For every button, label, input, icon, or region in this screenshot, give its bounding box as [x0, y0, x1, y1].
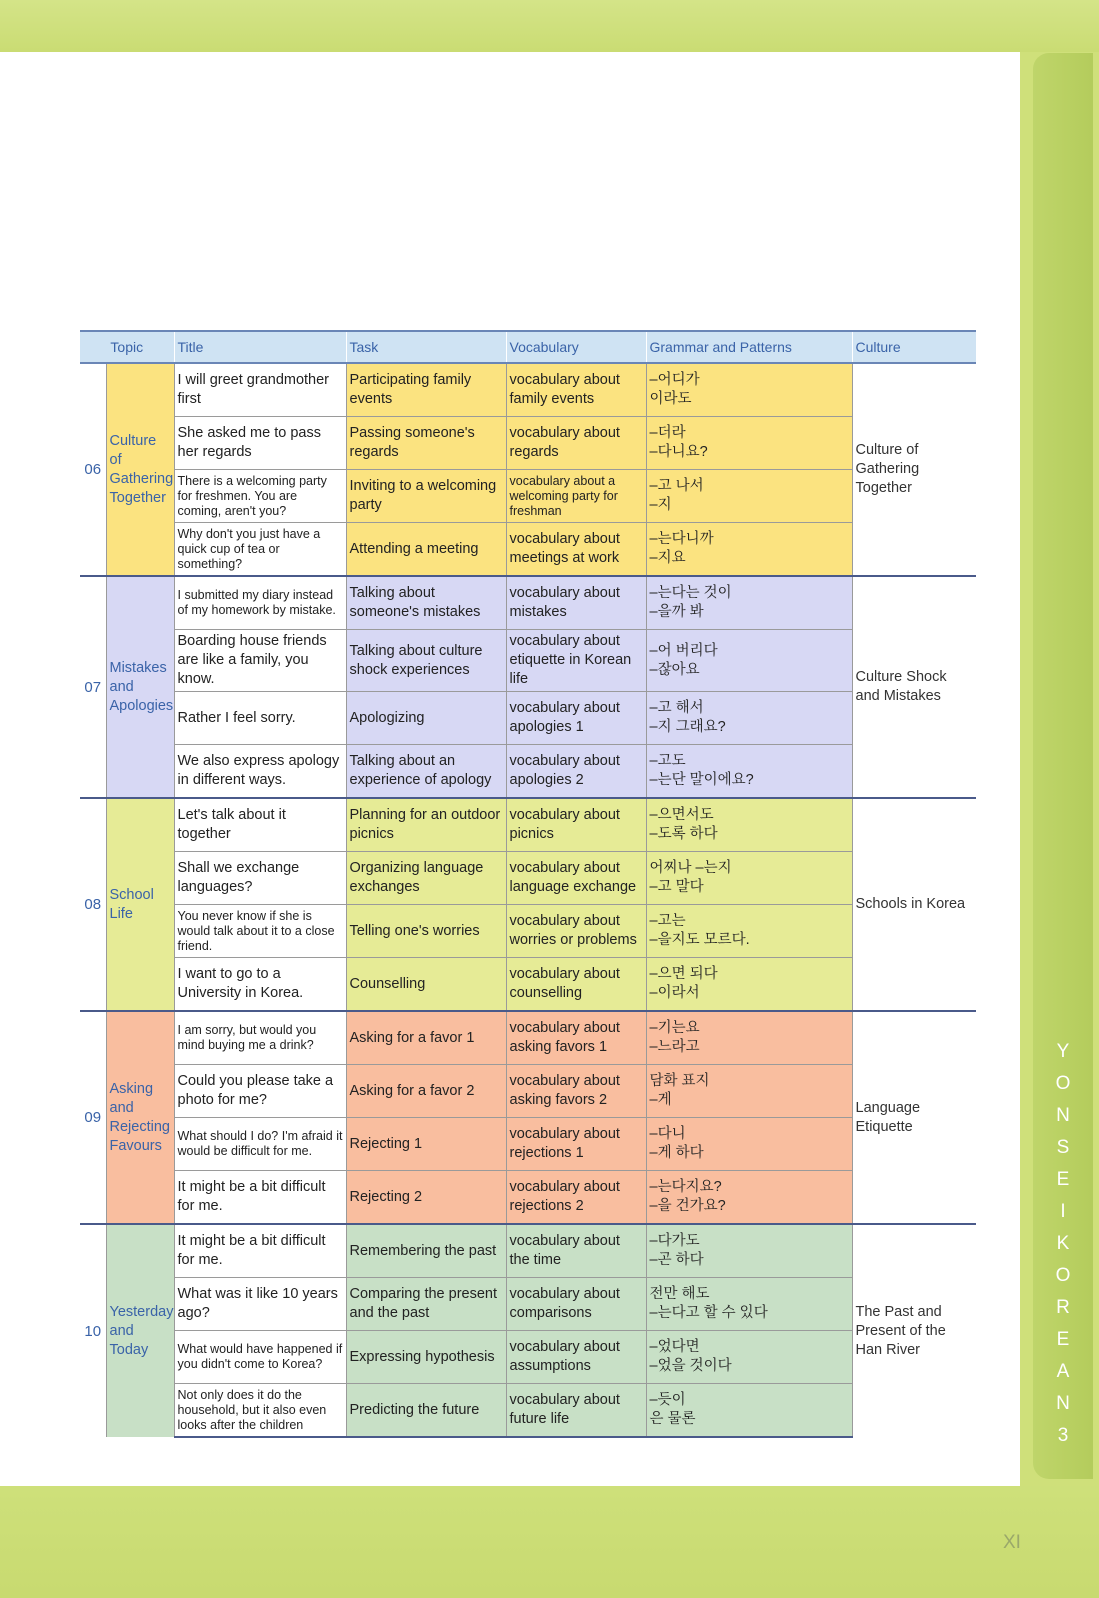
side-label-letter: E	[1056, 1169, 1070, 1190]
lesson-title: She asked me to pass her regards	[174, 417, 346, 470]
unit-topic: Mistakes and Apologies	[106, 576, 174, 798]
lesson-task: Counselling	[346, 958, 506, 1012]
header-grammar: Grammar and Patterns	[646, 331, 852, 363]
lesson-task: Talking about someone's mistakes	[346, 576, 506, 630]
lesson-title: We also express apology in different ways.	[174, 745, 346, 799]
lesson-vocabulary: vocabulary about asking favors 2	[506, 1065, 646, 1118]
unit-number: 08	[80, 798, 106, 1011]
table-row	[80, 363, 976, 417]
lesson-grammar: –듯이 은 물론	[646, 1384, 852, 1438]
lesson-title: What was it like 10 years ago?	[174, 1278, 346, 1331]
lesson-title: What should I do? I'm afraid it would be difficult for me.	[174, 1118, 346, 1171]
lesson-title: I am sorry, but would you mind buying me a drink?	[174, 1011, 346, 1065]
table-row	[80, 1331, 976, 1384]
lesson-title: I submitted my diary instead of my homework by mistake.	[174, 576, 346, 630]
lesson-task: Talking about an experience of apology	[346, 745, 506, 799]
syllabus-table	[80, 330, 976, 1438]
unit-number: 06	[80, 363, 106, 576]
header-title: Title	[174, 331, 346, 363]
lesson-task: Participating family events	[346, 363, 506, 417]
side-label-letter: I	[1060, 1201, 1066, 1222]
side-label-letter: S	[1056, 1137, 1070, 1158]
table-row	[80, 745, 976, 799]
lesson-grammar: –고는 –을지도 모르다.	[646, 905, 852, 958]
lesson-grammar: –다니 –게 하다	[646, 1118, 852, 1171]
lesson-grammar: –어디가 이라도	[646, 363, 852, 417]
bottom-border-band	[0, 1486, 1099, 1598]
lesson-task: Organizing language exchanges	[346, 852, 506, 905]
lesson-task: Inviting to a welcoming party	[346, 470, 506, 523]
table-row	[80, 576, 976, 630]
side-label-letter: A	[1056, 1361, 1070, 1382]
lesson-grammar: –고 해서 –지 그래요?	[646, 692, 852, 745]
table-row	[80, 1171, 976, 1225]
top-border-band	[0, 0, 1099, 52]
lesson-title: There is a welcoming party for freshmen. You are coming, aren't you?	[174, 470, 346, 523]
lesson-title: Shall we exchange languages?	[174, 852, 346, 905]
header-topic: Topic	[80, 331, 174, 363]
unit-culture: Language Etiquette	[852, 1011, 976, 1224]
table-row	[80, 798, 976, 852]
lesson-grammar: –더라 –다니요?	[646, 417, 852, 470]
lesson-grammar: –으면 되다 –이라서	[646, 958, 852, 1012]
lesson-task: Rejecting 2	[346, 1171, 506, 1225]
table-row	[80, 1118, 976, 1171]
lesson-vocabulary: vocabulary about mistakes	[506, 576, 646, 630]
lesson-grammar: –는다는 것이 –을까 봐	[646, 576, 852, 630]
lesson-task: Remembering the past	[346, 1224, 506, 1278]
lesson-title: Rather I feel sorry.	[174, 692, 346, 745]
lesson-grammar: –다가도 –곤 하다	[646, 1224, 852, 1278]
unit-number: 07	[80, 576, 106, 798]
lesson-grammar: –기는요 –느라고	[646, 1011, 852, 1065]
lesson-grammar: –었다면 –었을 것이다	[646, 1331, 852, 1384]
lesson-grammar: –고 나서 –지	[646, 470, 852, 523]
lesson-vocabulary: vocabulary about family events	[506, 363, 646, 417]
lesson-title: Not only does it do the household, but it also even looks after the children	[174, 1384, 346, 1438]
side-label-letter: Y	[1056, 1041, 1070, 1062]
unit-topic: Asking and Rejecting Favours	[106, 1011, 174, 1224]
lesson-title: Boarding house friends are like a family, you know.	[174, 630, 346, 692]
unit-topic: Yesterday and Today	[106, 1224, 174, 1437]
lesson-vocabulary: vocabulary about comparisons	[506, 1278, 646, 1331]
lesson-grammar: 전만 해도 –는다고 할 수 있다	[646, 1278, 852, 1331]
lesson-vocabulary: vocabulary about worries or problems	[506, 905, 646, 958]
lesson-vocabulary: vocabulary about language exchange	[506, 852, 646, 905]
lesson-task: Rejecting 1	[346, 1118, 506, 1171]
table-row	[80, 523, 976, 577]
table-row	[80, 630, 976, 692]
side-label-letter: N	[1056, 1393, 1070, 1414]
lesson-title: Could you please take a photo for me?	[174, 1065, 346, 1118]
lesson-vocabulary: vocabulary about meetings at work	[506, 523, 646, 577]
table-row	[80, 692, 976, 745]
lesson-vocabulary: vocabulary about etiquette in Korean life	[506, 630, 646, 692]
lesson-grammar: 담화 표지 –게	[646, 1065, 852, 1118]
lesson-task: Passing someone's regards	[346, 417, 506, 470]
lesson-title: Let's talk about it together	[174, 798, 346, 852]
lesson-task: Planning for an outdoor picnics	[346, 798, 506, 852]
lesson-grammar: –는다니까 –지요	[646, 523, 852, 577]
table-row	[80, 852, 976, 905]
lesson-grammar: –고도 –는단 말이에요?	[646, 745, 852, 799]
lesson-grammar: –는다지요? –을 건가요?	[646, 1171, 852, 1225]
table-row	[80, 1011, 976, 1065]
side-label-letter: N	[1056, 1105, 1070, 1126]
lesson-title: I will greet grandmother first	[174, 363, 346, 417]
lesson-vocabulary: vocabulary about counselling	[506, 958, 646, 1012]
side-label-letter: 3	[1057, 1425, 1069, 1446]
table-row	[80, 417, 976, 470]
lesson-vocabulary: vocabulary about picnics	[506, 798, 646, 852]
table-row	[80, 470, 976, 523]
lesson-task: Asking for a favor 2	[346, 1065, 506, 1118]
unit-culture: Culture Shock and Mistakes	[852, 576, 976, 798]
lesson-title: Why don't you just have a quick cup of tea or something?	[174, 523, 346, 577]
lesson-grammar: –어 버리다 –잖아요	[646, 630, 852, 692]
lesson-title: I want to go to a University in Korea.	[174, 958, 346, 1012]
lesson-task: Comparing the present and the past	[346, 1278, 506, 1331]
lesson-title: It might be a bit difficult for me.	[174, 1171, 346, 1225]
lesson-task: Talking about culture shock experiences	[346, 630, 506, 692]
lesson-title: It might be a bit difficult for me.	[174, 1224, 346, 1278]
side-label-letter: E	[1056, 1329, 1070, 1350]
unit-culture: Schools in Korea	[852, 798, 976, 1011]
lesson-vocabulary: vocabulary about rejections 1	[506, 1118, 646, 1171]
lesson-grammar: 어찌나 –는지 –고 말다	[646, 852, 852, 905]
lesson-vocabulary: vocabulary about apologies 2	[506, 745, 646, 799]
header-task: Task	[346, 331, 506, 363]
table-row	[80, 1278, 976, 1331]
table-row	[80, 1384, 976, 1438]
side-label-letter: K	[1056, 1233, 1070, 1254]
side-tab-label	[1033, 1040, 1093, 1480]
lesson-vocabulary: vocabulary about assumptions	[506, 1331, 646, 1384]
unit-number: 10	[80, 1224, 106, 1437]
side-label-letter: O	[1055, 1073, 1071, 1094]
lesson-task: Asking for a favor 1	[346, 1011, 506, 1065]
lesson-vocabulary: vocabulary about the time	[506, 1224, 646, 1278]
lesson-task: Expressing hypothesis	[346, 1331, 506, 1384]
lesson-vocabulary: vocabulary about regards	[506, 417, 646, 470]
lesson-title: What would have happened if you didn't come to Korea?	[174, 1331, 346, 1384]
unit-topic: School Life	[106, 798, 174, 1011]
table-row	[80, 1065, 976, 1118]
lesson-task: Predicting the future	[346, 1384, 506, 1438]
lesson-vocabulary: vocabulary about apologies 1	[506, 692, 646, 745]
unit-number: 09	[80, 1011, 106, 1224]
unit-culture: Culture of Gathering Together	[852, 363, 976, 576]
table-row	[80, 905, 976, 958]
lesson-vocabulary: vocabulary about a welcoming party for freshman	[506, 470, 646, 523]
lesson-task: Apologizing	[346, 692, 506, 745]
lesson-task: Telling one's worries	[346, 905, 506, 958]
lesson-vocabulary: vocabulary about rejections 2	[506, 1171, 646, 1225]
unit-culture: The Past and Present of the Han River	[852, 1224, 976, 1437]
header-vocabulary: Vocabulary	[506, 331, 646, 363]
unit-topic: Culture of Gathering Together	[106, 363, 174, 576]
side-label-letter: R	[1056, 1297, 1070, 1318]
lesson-vocabulary: vocabulary about asking favors 1	[506, 1011, 646, 1065]
lesson-grammar: –으면서도 –도록 하다	[646, 798, 852, 852]
header-culture: Culture	[852, 331, 976, 363]
table-row	[80, 1224, 976, 1278]
table-header-row	[80, 331, 976, 363]
side-label-letter: O	[1055, 1265, 1071, 1286]
lesson-vocabulary: vocabulary about future life	[506, 1384, 646, 1438]
lesson-title: You never know if she is would talk about it to a close friend.	[174, 905, 346, 958]
lesson-task: Attending a meeting	[346, 523, 506, 577]
table-row	[80, 958, 976, 1012]
page-number: XI	[1003, 1532, 1021, 1553]
